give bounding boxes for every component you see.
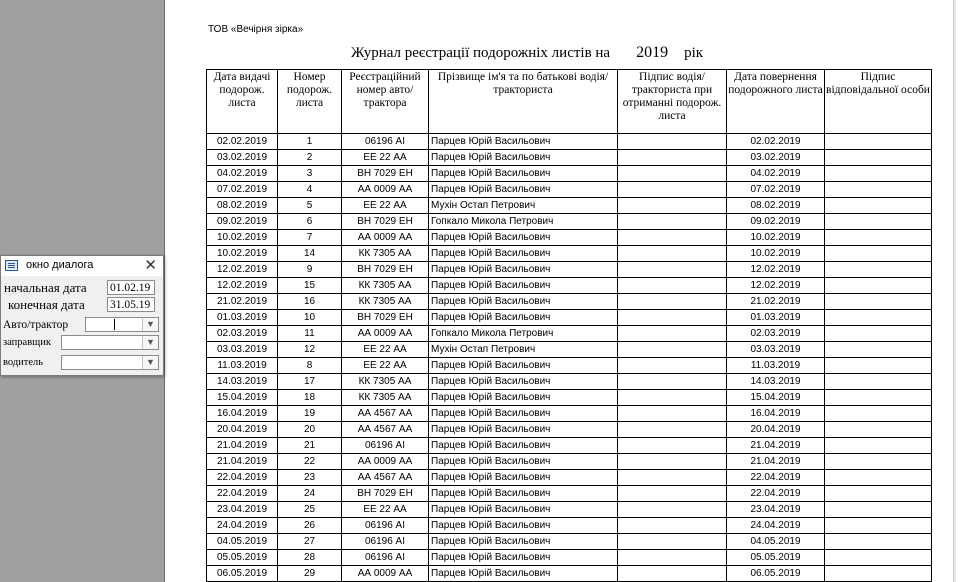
- table-cell: [825, 262, 932, 278]
- table-cell: 24.04.2019: [207, 518, 278, 534]
- table-cell: Парцев Юрій Васильович: [429, 438, 618, 454]
- table-cell: Гопкало Микола Петрович: [429, 214, 618, 230]
- chevron-down-icon[interactable]: ▼: [142, 356, 158, 369]
- table-row: [207, 182, 932, 198]
- table-cell: Парцев Юрій Васильович: [429, 230, 618, 246]
- table-cell: 06.05.2019: [207, 566, 278, 582]
- table-cell: [825, 422, 932, 438]
- table-cell: 11.03.2019: [207, 358, 278, 374]
- table-cell: 14.03.2019: [207, 374, 278, 390]
- table-cell: [618, 166, 727, 182]
- table-row: [207, 422, 932, 438]
- start-date-label: начальная дата: [4, 280, 87, 295]
- table-row: [207, 406, 932, 422]
- table-cell: 06196 АІ: [342, 534, 429, 550]
- table-cell: [825, 182, 932, 198]
- table-cell: Парцев Юрій Васильович: [429, 310, 618, 326]
- table-cell: [825, 374, 932, 390]
- table-cell: [618, 246, 727, 262]
- table-cell: 04.02.2019: [727, 166, 825, 182]
- table-cell: [618, 438, 727, 454]
- table-cell: АА 0009 АА: [342, 182, 429, 198]
- dialog-window[interactable]: [0, 255, 164, 376]
- vehicle-label: Авто/трактор: [3, 319, 69, 331]
- table-cell: 21.04.2019: [727, 438, 825, 454]
- table-row: [207, 198, 932, 214]
- fueler-combobox[interactable]: [61, 335, 159, 350]
- table-cell: Парцев Юрій Васильович: [429, 278, 618, 294]
- table-row: [207, 278, 932, 294]
- table-cell: [825, 342, 932, 358]
- table-cell: [825, 502, 932, 518]
- table-row: [207, 358, 932, 374]
- table-cell: 12.02.2019: [727, 278, 825, 294]
- table-cell: ЕЕ 22 АА: [342, 198, 429, 214]
- table-cell: 2: [278, 150, 342, 166]
- table-cell: Парцев Юрій Васильович: [429, 134, 618, 150]
- table-cell: [618, 182, 727, 198]
- table-cell: Парцев Юрій Васильович: [429, 374, 618, 390]
- table-cell: [825, 566, 932, 582]
- table-cell: [825, 358, 932, 374]
- report-title-text: Журнал реєстрації подорожніх листів на: [351, 45, 611, 61]
- table-cell: 22: [278, 454, 342, 470]
- table-cell: АА 4567 АА: [342, 470, 429, 486]
- table-cell: 20: [278, 422, 342, 438]
- table-cell: АА 0009 АА: [342, 566, 429, 582]
- column-header: Підпис відповідальної особи: [825, 70, 932, 134]
- chevron-down-icon[interactable]: ▼: [142, 318, 158, 331]
- fueler-label: заправщик: [3, 337, 51, 348]
- table-row: [207, 438, 932, 454]
- table-cell: ЕЕ 22 АА: [342, 502, 429, 518]
- table-cell: [618, 566, 727, 582]
- table-cell: [618, 262, 727, 278]
- table-row: [207, 294, 932, 310]
- table-cell: [618, 230, 727, 246]
- table-cell: КК 7305 АА: [342, 278, 429, 294]
- table-cell: 09.02.2019: [207, 214, 278, 230]
- table-cell: ВН 7029 ЕН: [342, 166, 429, 182]
- table-cell: 01.03.2019: [727, 310, 825, 326]
- table-cell: Парцев Юрій Васильович: [429, 166, 618, 182]
- table-cell: [825, 486, 932, 502]
- table-row: [207, 134, 932, 150]
- table-cell: 02.03.2019: [207, 326, 278, 342]
- table-cell: АА 0009 АА: [342, 454, 429, 470]
- table-cell: [618, 390, 727, 406]
- table-cell: 06196 АІ: [342, 550, 429, 566]
- table-cell: [825, 230, 932, 246]
- table-cell: 16.04.2019: [207, 406, 278, 422]
- page-edge: [953, 0, 956, 582]
- column-header: Дата видачі подорож. листа: [207, 70, 278, 134]
- table-cell: 03.02.2019: [207, 150, 278, 166]
- table-cell: 21: [278, 438, 342, 454]
- table-cell: 20.04.2019: [727, 422, 825, 438]
- table-cell: 08.02.2019: [207, 198, 278, 214]
- table-cell: ЕЕ 22 АА: [342, 358, 429, 374]
- table-cell: [825, 134, 932, 150]
- table-cell: [618, 374, 727, 390]
- table-cell: Парцев Юрій Васильович: [429, 502, 618, 518]
- vehicle-combobox[interactable]: [85, 317, 159, 332]
- table-cell: ВН 7029 ЕН: [342, 214, 429, 230]
- table-cell: Парцев Юрій Васильович: [429, 262, 618, 278]
- table-cell: [825, 326, 932, 342]
- table-cell: [618, 342, 727, 358]
- table-cell: 25: [278, 502, 342, 518]
- table-cell: Парцев Юрій Васильович: [429, 486, 618, 502]
- table-cell: 06.05.2019: [727, 566, 825, 582]
- table-cell: АА 4567 АА: [342, 422, 429, 438]
- table-cell: 04.02.2019: [207, 166, 278, 182]
- table-cell: 26: [278, 518, 342, 534]
- table-cell: ЕЕ 22 АА: [342, 342, 429, 358]
- table-cell: 19: [278, 406, 342, 422]
- table-cell: 22.04.2019: [727, 486, 825, 502]
- table-cell: 11.03.2019: [727, 358, 825, 374]
- table-cell: АА 0009 АА: [342, 230, 429, 246]
- table-cell: [825, 438, 932, 454]
- table-cell: [825, 550, 932, 566]
- table-cell: Мухін Остап Петрович: [429, 342, 618, 358]
- table-cell: [825, 470, 932, 486]
- table-cell: Парцев Юрій Васильович: [429, 518, 618, 534]
- table-cell: [825, 214, 932, 230]
- table-cell: 20.04.2019: [207, 422, 278, 438]
- table-row: [207, 214, 932, 230]
- table-cell: 24.04.2019: [727, 518, 825, 534]
- table-cell: 27: [278, 534, 342, 550]
- table-cell: Парцев Юрій Васильович: [429, 534, 618, 550]
- table-cell: [618, 534, 727, 550]
- table-cell: ЕЕ 22 АА: [342, 150, 429, 166]
- table-cell: [825, 390, 932, 406]
- table-cell: [825, 310, 932, 326]
- table-cell: 04.05.2019: [727, 534, 825, 550]
- table-cell: 03.03.2019: [727, 342, 825, 358]
- table-cell: КК 7305 АА: [342, 294, 429, 310]
- table-cell: 4: [278, 182, 342, 198]
- table-cell: [825, 294, 932, 310]
- table-cell: 14: [278, 246, 342, 262]
- table-cell: [618, 294, 727, 310]
- table-row: [207, 230, 932, 246]
- table-cell: 07.02.2019: [727, 182, 825, 198]
- table-cell: Парцев Юрій Васильович: [429, 294, 618, 310]
- table-cell: 12.02.2019: [727, 262, 825, 278]
- table-cell: [618, 326, 727, 342]
- table-cell: [618, 214, 727, 230]
- table-row: [207, 566, 932, 582]
- table-cell: 06196 АІ: [342, 518, 429, 534]
- table-cell: [825, 278, 932, 294]
- table-cell: 8: [278, 358, 342, 374]
- table-cell: [618, 502, 727, 518]
- table-cell: Парцев Юрій Васильович: [429, 246, 618, 262]
- report-year-suffix: рік: [684, 45, 704, 61]
- table-cell: 10.02.2019: [207, 230, 278, 246]
- table-cell: КК 7305 АА: [342, 374, 429, 390]
- table-cell: 05.05.2019: [727, 550, 825, 566]
- table-cell: 04.05.2019: [207, 534, 278, 550]
- column-header: Прізвище ім'я та по батькові водія/тракториста: [429, 70, 618, 134]
- end-date-field[interactable]: 31.05.19: [107, 297, 155, 312]
- table-row: [207, 326, 932, 342]
- driver-combobox[interactable]: [61, 355, 159, 370]
- table-row: [207, 310, 932, 326]
- table-cell: 07.02.2019: [207, 182, 278, 198]
- table-row: [207, 502, 932, 518]
- table-cell: [618, 422, 727, 438]
- table-cell: 02.03.2019: [727, 326, 825, 342]
- table-cell: 10.02.2019: [727, 246, 825, 262]
- table-cell: 17: [278, 374, 342, 390]
- table-cell: КК 7305 АА: [342, 390, 429, 406]
- table-cell: [825, 518, 932, 534]
- table-cell: 05.05.2019: [207, 550, 278, 566]
- table-cell: Парцев Юрій Васильович: [429, 182, 618, 198]
- table-cell: 16.04.2019: [727, 406, 825, 422]
- table-cell: Парцев Юрій Васильович: [429, 566, 618, 582]
- table-cell: 23.04.2019: [727, 502, 825, 518]
- table-cell: АА 0009 АА: [342, 326, 429, 342]
- table-cell: Парцев Юрій Васильович: [429, 454, 618, 470]
- table-cell: 29: [278, 566, 342, 582]
- table-cell: [825, 166, 932, 182]
- table-cell: 1: [278, 134, 342, 150]
- table-cell: 21.04.2019: [207, 438, 278, 454]
- table-cell: 11: [278, 326, 342, 342]
- table-cell: [618, 134, 727, 150]
- table-cell: 5: [278, 198, 342, 214]
- table-row: [207, 518, 932, 534]
- start-date-field[interactable]: 01.02.19: [107, 280, 155, 295]
- table-cell: 02.02.2019: [207, 134, 278, 150]
- table-cell: Парцев Юрій Васильович: [429, 390, 618, 406]
- table-cell: 10: [278, 310, 342, 326]
- table-cell: 23.04.2019: [207, 502, 278, 518]
- table-cell: [618, 454, 727, 470]
- text-caret: [114, 319, 115, 330]
- table-cell: 03.02.2019: [727, 150, 825, 166]
- table-cell: 12: [278, 342, 342, 358]
- table-cell: 12.02.2019: [207, 262, 278, 278]
- table-row: [207, 342, 932, 358]
- table-row: [207, 166, 932, 182]
- table-cell: 12.02.2019: [207, 278, 278, 294]
- table-cell: 21.02.2019: [207, 294, 278, 310]
- dialog-title: окно диалога: [26, 259, 94, 271]
- table-cell: [618, 550, 727, 566]
- table-cell: 03.03.2019: [207, 342, 278, 358]
- table-cell: Парцев Юрій Васильович: [429, 470, 618, 486]
- table-cell: 24: [278, 486, 342, 502]
- column-header: Номер подорож. листа: [278, 70, 342, 134]
- table-cell: [618, 310, 727, 326]
- table-cell: 3: [278, 166, 342, 182]
- column-header: Реєстраційний номер авто/трактора: [342, 70, 429, 134]
- table-cell: Парцев Юрій Васильович: [429, 150, 618, 166]
- table-cell: [825, 454, 932, 470]
- table-cell: 08.02.2019: [727, 198, 825, 214]
- table-cell: Гопкало Микола Петрович: [429, 326, 618, 342]
- table-row: [207, 550, 932, 566]
- report-page: [164, 0, 964, 582]
- report-year: 2019: [636, 44, 669, 61]
- table-cell: [618, 278, 727, 294]
- end-date-label: конечная дата: [8, 297, 85, 312]
- table-cell: 10.02.2019: [727, 230, 825, 246]
- table-cell: ВН 7029 ЕН: [342, 310, 429, 326]
- table-row: [207, 486, 932, 502]
- table-cell: 15.04.2019: [207, 390, 278, 406]
- table-row: [207, 534, 932, 550]
- company-name: ТОВ «Вечірня зірка»: [208, 24, 304, 35]
- table-row: [207, 454, 932, 470]
- table-cell: [618, 486, 727, 502]
- table-cell: 21.04.2019: [207, 454, 278, 470]
- table-header-row: [207, 70, 932, 134]
- table-cell: [825, 406, 932, 422]
- chevron-down-icon[interactable]: ▼: [142, 336, 158, 349]
- table-body: [207, 134, 932, 582]
- table-cell: 28: [278, 550, 342, 566]
- table-row: [207, 150, 932, 166]
- report-title: [351, 44, 703, 62]
- table-cell: ВН 7029 ЕН: [342, 486, 429, 502]
- table-cell: [825, 534, 932, 550]
- table-cell: 21.02.2019: [727, 294, 825, 310]
- column-header: Підпис водія/тракториста при отриманні подорож. листа: [618, 70, 727, 134]
- table-cell: 9: [278, 262, 342, 278]
- table-cell: КК 7305 АА: [342, 246, 429, 262]
- table-cell: 6: [278, 214, 342, 230]
- close-icon[interactable]: ✕: [144, 257, 157, 274]
- table-cell: ВН 7029 ЕН: [342, 262, 429, 278]
- table-cell: 7: [278, 230, 342, 246]
- table-cell: [618, 198, 727, 214]
- table-cell: [825, 246, 932, 262]
- table-cell: 02.02.2019: [727, 134, 825, 150]
- table-cell: Парцев Юрій Васильович: [429, 422, 618, 438]
- column-header: Дата повернення подорожного листа: [727, 70, 825, 134]
- table-row: [207, 374, 932, 390]
- dialog-titlebar[interactable]: [1, 256, 163, 276]
- table-cell: [825, 150, 932, 166]
- table-cell: [618, 518, 727, 534]
- table-cell: 18: [278, 390, 342, 406]
- table-row: [207, 262, 932, 278]
- table-cell: 21.04.2019: [727, 454, 825, 470]
- table-cell: [618, 406, 727, 422]
- table-cell: Парцев Юрій Васильович: [429, 406, 618, 422]
- table-cell: 06196 АІ: [342, 438, 429, 454]
- table-cell: 14.03.2019: [727, 374, 825, 390]
- driver-label: водитель: [3, 357, 44, 368]
- table-cell: [618, 150, 727, 166]
- table-cell: 22.04.2019: [207, 470, 278, 486]
- table-row: [207, 470, 932, 486]
- table-cell: 15: [278, 278, 342, 294]
- table-cell: 09.02.2019: [727, 214, 825, 230]
- form-window-icon: [5, 260, 18, 271]
- journal-table: [206, 69, 932, 582]
- table-cell: Парцев Юрій Васильович: [429, 550, 618, 566]
- table-cell: АА 4567 АА: [342, 406, 429, 422]
- table-cell: [825, 198, 932, 214]
- table-cell: Парцев Юрій Васильович: [429, 358, 618, 374]
- table-cell: 22.04.2019: [207, 486, 278, 502]
- table-cell: [618, 470, 727, 486]
- table-cell: 16: [278, 294, 342, 310]
- table-row: [207, 390, 932, 406]
- table-cell: 10.02.2019: [207, 246, 278, 262]
- table-cell: Мухін Остап Петрович: [429, 198, 618, 214]
- table-cell: 15.04.2019: [727, 390, 825, 406]
- table-cell: 06196 АІ: [342, 134, 429, 150]
- table-cell: 01.03.2019: [207, 310, 278, 326]
- table-cell: [618, 358, 727, 374]
- table-row: [207, 246, 932, 262]
- table-cell: 23: [278, 470, 342, 486]
- table-cell: 22.04.2019: [727, 470, 825, 486]
